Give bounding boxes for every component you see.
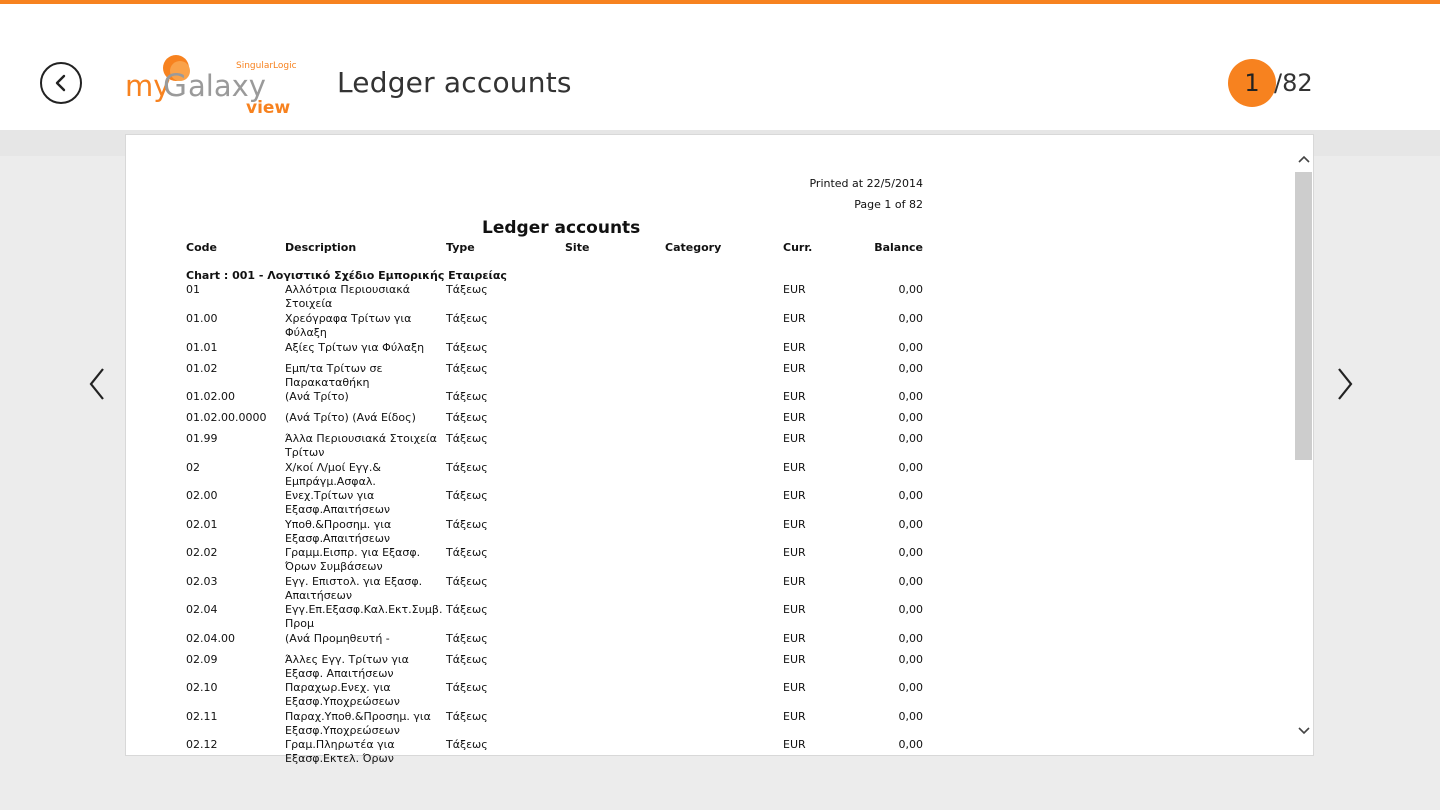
chevron-up-icon	[1297, 154, 1311, 164]
table-row	[126, 518, 1296, 546]
report-viewer[interactable]	[125, 134, 1314, 765]
total-pages-label: /82	[1274, 69, 1313, 97]
table-row	[126, 603, 1296, 631]
row-type: Τάξεως	[446, 518, 488, 531]
row-description: Αξίες Τρίτων για Φύλαξη	[285, 341, 425, 354]
row-description: Γραμμ.Εισπρ. για Εξασφ. Όρων Συμβάσεων	[285, 546, 421, 573]
row-type: Τάξεως	[446, 432, 488, 445]
scroll-down-button[interactable]	[1294, 721, 1313, 741]
row-description: Χ/κοί Λ/μοί Εγγ.& Εμπράγμ.Ασφαλ.	[285, 461, 381, 488]
table-row	[126, 362, 1296, 390]
row-code: 02.09	[186, 653, 218, 666]
row-balance: 0,00	[898, 681, 923, 694]
table-row	[126, 681, 1296, 709]
row-balance: 0,00	[898, 461, 923, 474]
table-row	[126, 461, 1296, 489]
row-description: (Ανά Τρίτο)	[285, 390, 349, 403]
column-header-type: Type	[446, 241, 475, 254]
row-description: Εγγ. Επιστολ. για Εξασφ. Απαιτήσεων	[285, 575, 423, 602]
chevron-right-icon	[1335, 366, 1355, 402]
row-description: Ενεχ.Τρίτων για Εξασφ.Απαιτήσεων	[285, 489, 391, 516]
row-code: 02.04.00	[186, 632, 235, 645]
row-type: Τάξεως	[446, 653, 488, 666]
row-type: Τάξεως	[446, 575, 488, 588]
page-indicator	[1228, 59, 1313, 107]
table-row	[126, 653, 1296, 681]
current-page-badge[interactable]: 1	[1228, 59, 1276, 107]
previous-page-button[interactable]	[82, 364, 112, 404]
accent-top-bar	[0, 0, 1440, 4]
row-currency: EUR	[783, 546, 806, 559]
row-currency: EUR	[783, 362, 806, 375]
row-currency: EUR	[783, 710, 806, 723]
row-code: 02.12	[186, 738, 218, 751]
row-currency: EUR	[783, 632, 806, 645]
page-of-label: Page 1 of 82	[854, 198, 923, 211]
row-type: Τάξεως	[446, 283, 488, 296]
scroll-up-button[interactable]	[1294, 149, 1313, 169]
row-type: Τάξεως	[446, 312, 488, 325]
row-code: 01.01	[186, 341, 218, 354]
row-balance: 0,00	[898, 489, 923, 502]
row-currency: EUR	[783, 312, 806, 325]
table-row	[126, 546, 1296, 574]
printed-date: Printed at 22/5/2014	[809, 177, 923, 190]
row-code: 02.10	[186, 681, 218, 694]
row-balance: 0,00	[898, 312, 923, 325]
row-code: 02	[186, 461, 200, 474]
row-description: Εμπ/τα Τρίτων σε Παρακαταθήκη	[285, 362, 383, 389]
row-code: 02.04	[186, 603, 218, 616]
row-currency: EUR	[783, 603, 806, 616]
row-description: Παραχωρ.Ενεχ. για Εξασφ.Υποχρεώσεων	[285, 681, 400, 708]
row-description: Παραχ.Υποθ.&Προσημ. για Εξασφ.Υποχρεώσεων	[285, 710, 431, 737]
logo-text-g: G	[163, 68, 188, 104]
mygalaxy-view-logo	[124, 46, 324, 116]
row-description: Αλλότρια Περιουσιακά Στοιχεία	[285, 283, 411, 310]
row-type: Τάξεως	[446, 603, 488, 616]
row-code: 01.99	[186, 432, 218, 445]
table-row	[126, 489, 1296, 517]
row-type: Τάξεως	[446, 681, 488, 694]
back-button[interactable]	[40, 62, 82, 104]
row-code: 02.01	[186, 518, 218, 531]
row-code: 01.02	[186, 362, 218, 375]
report-page	[126, 135, 1296, 765]
row-code: 01	[186, 283, 200, 296]
row-code: 01.02.00.0000	[186, 411, 267, 424]
row-type: Τάξεως	[446, 738, 488, 751]
row-balance: 0,00	[898, 546, 923, 559]
row-type: Τάξεως	[446, 362, 488, 375]
row-balance: 0,00	[898, 738, 923, 751]
row-code: 02.03	[186, 575, 218, 588]
column-header-currency: Curr.	[783, 241, 813, 254]
row-description: (Ανά Τρίτο) (Ανά Είδος)	[285, 411, 416, 424]
row-balance: 0,00	[898, 710, 923, 723]
chart-group-label: Chart : 001 - Λογιστικό Σχέδιο Εμπορικής Εταιρείας	[186, 269, 507, 282]
table-row	[126, 738, 1296, 766]
row-currency: EUR	[783, 653, 806, 666]
back-arrow-icon	[51, 73, 71, 93]
row-currency: EUR	[783, 283, 806, 296]
next-page-button[interactable]	[1330, 364, 1360, 404]
row-balance: 0,00	[898, 632, 923, 645]
column-header-code: Code	[186, 241, 217, 254]
row-balance: 0,00	[898, 575, 923, 588]
row-currency: EUR	[783, 411, 806, 424]
logo-text-my: my	[125, 69, 171, 103]
table-row	[126, 432, 1296, 460]
table-row	[126, 312, 1296, 340]
table-row	[126, 283, 1296, 311]
row-code: 02.11	[186, 710, 218, 723]
row-balance: 0,00	[898, 518, 923, 531]
table-row	[126, 710, 1296, 738]
row-description: Χρεόγραφα Τρίτων για Φύλαξη	[285, 312, 412, 339]
row-currency: EUR	[783, 432, 806, 445]
report-title: Ledger accounts	[482, 218, 641, 238]
row-currency: EUR	[783, 461, 806, 474]
logo-text-view: view	[246, 98, 291, 118]
row-balance: 0,00	[898, 390, 923, 403]
row-description: Άλλες Εγγ. Τρίτων για Εξασφ. Απαιτήσεων	[285, 653, 409, 680]
row-balance: 0,00	[898, 603, 923, 616]
row-description: Εγγ.Επ.Εξασφ.Καλ.Εκτ.Συμβ. Προμ	[285, 603, 443, 630]
row-code: 01.00	[186, 312, 218, 325]
page-title: Ledger accounts	[337, 66, 572, 99]
row-currency: EUR	[783, 390, 806, 403]
row-currency: EUR	[783, 518, 806, 531]
vertical-scrollbar[interactable]	[1294, 135, 1313, 755]
scroll-thumb[interactable]	[1295, 172, 1312, 460]
row-code: 02.00	[186, 489, 218, 502]
row-currency: EUR	[783, 738, 806, 751]
row-balance: 0,00	[898, 411, 923, 424]
row-type: Τάξεως	[446, 341, 488, 354]
row-type: Τάξεως	[446, 390, 488, 403]
chevron-left-icon	[87, 366, 107, 402]
logo-text-singularlogic: SingularLogic	[236, 61, 297, 71]
row-balance: 0,00	[898, 432, 923, 445]
column-header-description: Description	[285, 241, 357, 254]
row-balance: 0,00	[898, 362, 923, 375]
row-currency: EUR	[783, 341, 806, 354]
row-description: Άλλα Περιουσιακά Στοιχεία Τρίτων	[285, 432, 437, 459]
row-code: 01.02.00	[186, 390, 235, 403]
row-balance: 0,00	[898, 341, 923, 354]
row-description: Υποθ.&Προσημ. για Εξασφ.Απαιτήσεων	[285, 518, 392, 545]
row-type: Τάξεως	[446, 632, 488, 645]
row-description: (Ανά Προμηθευτή -	[285, 632, 390, 645]
row-currency: EUR	[783, 575, 806, 588]
row-type: Τάξεως	[446, 489, 488, 502]
column-header-category: Category	[665, 241, 722, 254]
row-type: Τάξεως	[446, 546, 488, 559]
table-row	[126, 575, 1296, 603]
column-header-balance: Balance	[874, 241, 923, 254]
row-code: 02.02	[186, 546, 218, 559]
row-type: Τάξεως	[446, 710, 488, 723]
row-balance: 0,00	[898, 283, 923, 296]
row-currency: EUR	[783, 489, 806, 502]
row-description: Γραμ.Πληρωτέα για Εξασφ.Εκτελ. Όρων	[285, 738, 395, 765]
row-currency: EUR	[783, 681, 806, 694]
chevron-down-icon	[1297, 726, 1311, 736]
row-type: Τάξεως	[446, 461, 488, 474]
row-type: Τάξεως	[446, 411, 488, 424]
row-balance: 0,00	[898, 653, 923, 666]
column-header-site: Site	[565, 241, 590, 254]
logo-text-alaxy: alaxy	[188, 69, 266, 103]
